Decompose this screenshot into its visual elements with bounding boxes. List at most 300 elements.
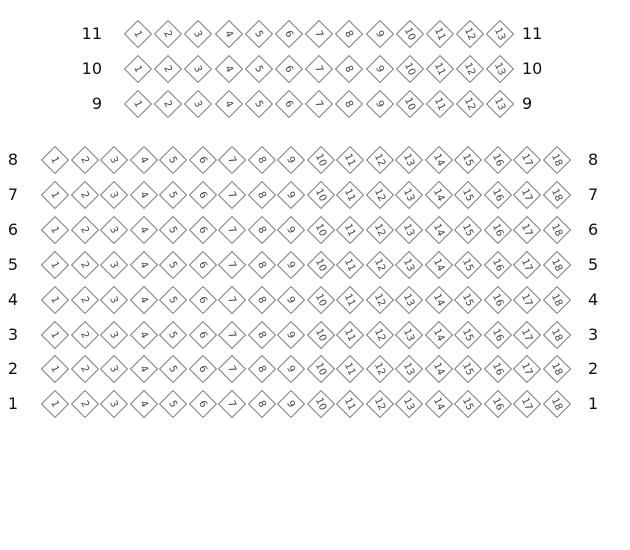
seat[interactable]	[247, 181, 275, 209]
seat[interactable]	[426, 20, 454, 48]
seat[interactable]	[365, 20, 393, 48]
seat[interactable]	[483, 216, 511, 244]
seat-number: 15	[460, 396, 476, 413]
seat[interactable]	[395, 355, 423, 383]
seat-number: 4	[137, 364, 150, 375]
seat[interactable]	[305, 20, 333, 48]
seat[interactable]	[335, 90, 363, 118]
seat[interactable]	[336, 355, 364, 383]
seat[interactable]	[483, 181, 511, 209]
seat-number: 7	[225, 364, 239, 375]
seat-number: 9	[284, 224, 298, 236]
seat-number: 5	[252, 28, 266, 40]
seat[interactable]	[159, 146, 187, 174]
seat[interactable]	[483, 251, 511, 279]
seat-number: 1	[48, 259, 62, 270]
seat[interactable]	[336, 216, 364, 244]
seat[interactable]	[365, 55, 393, 83]
seat[interactable]	[454, 355, 482, 383]
seat[interactable]	[395, 285, 423, 313]
seat[interactable]	[41, 355, 69, 383]
seat[interactable]	[277, 285, 305, 313]
seat[interactable]	[513, 320, 541, 348]
seat[interactable]	[275, 90, 303, 118]
seat-number: 6	[196, 329, 209, 340]
seat[interactable]	[542, 390, 570, 418]
seat[interactable]	[456, 90, 484, 118]
seat[interactable]	[483, 355, 511, 383]
seat-number: 6	[196, 294, 209, 305]
seat-number: 3	[107, 189, 121, 201]
seat[interactable]	[159, 251, 187, 279]
seat-number: 14	[430, 396, 447, 413]
seat[interactable]	[70, 146, 98, 174]
seat[interactable]	[454, 181, 482, 209]
seat-number: 1	[48, 154, 62, 166]
row-label-left: 5	[7, 254, 18, 274]
seat[interactable]	[336, 390, 364, 418]
seat[interactable]	[486, 55, 514, 83]
seat-number: 3	[192, 98, 205, 110]
seat[interactable]	[247, 216, 275, 244]
seat-number: 1	[48, 364, 62, 375]
seat[interactable]	[306, 320, 334, 348]
seat[interactable]	[159, 181, 187, 209]
seat[interactable]	[456, 55, 484, 83]
seat[interactable]	[218, 285, 246, 313]
seat-number: 18	[548, 396, 565, 413]
seat-number: 12	[462, 60, 478, 78]
seat[interactable]	[41, 320, 69, 348]
row-label-left: 4	[7, 289, 18, 309]
seat[interactable]	[396, 55, 424, 83]
seat-number: 7	[312, 98, 326, 110]
seat-number: 6	[196, 224, 209, 236]
seat-number: 18	[548, 361, 565, 378]
seat[interactable]	[129, 390, 157, 418]
seat[interactable]	[306, 285, 334, 313]
seat-number: 9	[284, 294, 298, 305]
seat-number: 12	[371, 291, 388, 308]
seat-number: 8	[255, 154, 268, 166]
seat-number: 12	[371, 361, 388, 378]
seat-number: 7	[312, 28, 326, 40]
row-label-right: 9	[522, 94, 533, 113]
seat-number: 7	[225, 154, 239, 166]
row-label-left: 10	[81, 59, 102, 78]
seat[interactable]	[100, 146, 128, 174]
seat[interactable]	[159, 320, 187, 348]
seat[interactable]	[306, 181, 334, 209]
seat[interactable]	[277, 181, 305, 209]
seat[interactable]	[306, 216, 334, 244]
seat-number: 9	[284, 259, 298, 270]
seat[interactable]	[365, 90, 393, 118]
seat[interactable]	[129, 251, 157, 279]
seat[interactable]	[513, 146, 541, 174]
seat-number: 16	[489, 221, 506, 238]
seat[interactable]	[184, 90, 212, 118]
seat-number: 17	[519, 221, 535, 238]
seat-number: 16	[489, 326, 506, 343]
seat[interactable]	[159, 285, 187, 313]
seat[interactable]	[542, 181, 570, 209]
seat[interactable]	[336, 146, 364, 174]
seat-number: 11	[432, 60, 448, 78]
seat[interactable]	[542, 216, 570, 244]
seat[interactable]	[424, 181, 452, 209]
seat[interactable]	[188, 285, 216, 313]
seat[interactable]	[247, 146, 275, 174]
seat[interactable]	[100, 181, 128, 209]
seat[interactable]	[395, 146, 423, 174]
seat[interactable]	[365, 285, 393, 313]
seat[interactable]	[277, 216, 305, 244]
seat[interactable]	[542, 285, 570, 313]
seat-number: 9	[284, 189, 298, 201]
seat[interactable]	[70, 320, 98, 348]
seat-number: 6	[196, 259, 209, 270]
seat-number: 15	[460, 256, 476, 273]
seat[interactable]	[395, 320, 423, 348]
seat[interactable]	[483, 390, 511, 418]
seat[interactable]	[214, 55, 242, 83]
seat[interactable]	[336, 251, 364, 279]
seat[interactable]	[245, 90, 273, 118]
seat[interactable]	[335, 20, 363, 48]
seat[interactable]	[454, 251, 482, 279]
seat[interactable]	[542, 320, 570, 348]
seat[interactable]	[129, 285, 157, 313]
seat[interactable]	[424, 146, 452, 174]
seat[interactable]	[100, 320, 128, 348]
seat-number: 11	[342, 326, 358, 343]
seat[interactable]	[277, 390, 305, 418]
seat-number: 12	[371, 396, 388, 413]
seat-number: 8	[343, 98, 356, 110]
seat[interactable]	[306, 251, 334, 279]
seat[interactable]	[129, 320, 157, 348]
seat[interactable]	[124, 20, 152, 48]
seat-number: 8	[343, 28, 356, 40]
seat[interactable]	[245, 55, 273, 83]
seat[interactable]	[396, 20, 424, 48]
seat[interactable]	[218, 181, 246, 209]
seat[interactable]	[218, 355, 246, 383]
seat[interactable]	[424, 285, 452, 313]
seat[interactable]	[426, 90, 454, 118]
seat[interactable]	[275, 55, 303, 83]
seat[interactable]	[100, 251, 128, 279]
seat-number: 12	[371, 221, 388, 238]
seat[interactable]	[483, 320, 511, 348]
seat[interactable]	[154, 90, 182, 118]
seat[interactable]	[159, 216, 187, 244]
seat-number: 10	[402, 60, 418, 78]
seat[interactable]	[426, 55, 454, 83]
seat[interactable]	[365, 146, 393, 174]
seat-number: 4	[137, 259, 150, 270]
row-label-left: 8	[7, 150, 18, 169]
seat-number: 6	[196, 364, 209, 375]
seat[interactable]	[214, 90, 242, 118]
seat-number: 7	[225, 294, 239, 305]
seat-number: 6	[196, 154, 209, 166]
seat[interactable]	[70, 390, 98, 418]
seat-number: 18	[548, 291, 565, 308]
seat-number: 4	[137, 154, 150, 166]
seat[interactable]	[100, 285, 128, 313]
seat[interactable]	[513, 390, 541, 418]
seat-number: 13	[401, 396, 417, 413]
seat[interactable]	[70, 181, 98, 209]
seat[interactable]	[306, 146, 334, 174]
seat[interactable]	[483, 285, 511, 313]
seat[interactable]	[542, 355, 570, 383]
seat-number: 11	[342, 151, 358, 169]
seat[interactable]	[486, 90, 514, 118]
seat-number: 8	[255, 259, 268, 270]
seat[interactable]	[247, 320, 275, 348]
seat-number: 1	[48, 189, 62, 201]
seat[interactable]	[100, 216, 128, 244]
seat[interactable]	[129, 355, 157, 383]
seat-number: 11	[342, 291, 358, 308]
seat[interactable]	[365, 320, 393, 348]
seat-number: 14	[430, 151, 447, 169]
seat[interactable]	[129, 216, 157, 244]
seat[interactable]	[41, 390, 69, 418]
seat[interactable]	[513, 251, 541, 279]
seat[interactable]	[395, 251, 423, 279]
seat-number: 4	[137, 224, 150, 236]
row-label-right: 3	[588, 324, 599, 344]
seat[interactable]	[129, 181, 157, 209]
seat-number: 16	[489, 396, 506, 413]
seat[interactable]	[188, 320, 216, 348]
seat-number: 10	[312, 291, 329, 308]
seat[interactable]	[513, 216, 541, 244]
seat-number: 10	[312, 221, 329, 238]
seat[interactable]	[395, 181, 423, 209]
seat[interactable]	[100, 355, 128, 383]
seat[interactable]	[70, 355, 98, 383]
seat[interactable]	[365, 251, 393, 279]
seat[interactable]	[218, 320, 246, 348]
seat-number: 10	[312, 396, 329, 413]
seat[interactable]	[424, 320, 452, 348]
seat[interactable]	[365, 216, 393, 244]
seat[interactable]	[218, 146, 246, 174]
seat[interactable]	[184, 20, 212, 48]
seat[interactable]	[424, 390, 452, 418]
seat[interactable]	[154, 20, 182, 48]
seat-number: 7	[225, 329, 239, 340]
seat[interactable]	[124, 55, 152, 83]
seat-number: 3	[192, 28, 205, 40]
seat-number: 5	[166, 364, 180, 375]
seat[interactable]	[305, 90, 333, 118]
seat-number: 4	[222, 63, 235, 75]
seat[interactable]	[335, 55, 363, 83]
seat[interactable]	[424, 355, 452, 383]
seat[interactable]	[365, 355, 393, 383]
seat[interactable]	[513, 285, 541, 313]
seat-number: 9	[373, 28, 386, 40]
seat[interactable]	[188, 181, 216, 209]
seat[interactable]	[247, 251, 275, 279]
seat-number: 1	[48, 224, 62, 236]
seat[interactable]	[159, 390, 187, 418]
seat-number: 2	[161, 63, 175, 75]
seat[interactable]	[277, 355, 305, 383]
seat[interactable]	[188, 146, 216, 174]
seat[interactable]	[486, 20, 514, 48]
seat[interactable]	[188, 251, 216, 279]
seat[interactable]	[336, 320, 364, 348]
row-label-left: 9	[91, 94, 102, 113]
seat[interactable]	[129, 146, 157, 174]
seat[interactable]	[305, 55, 333, 83]
seat[interactable]	[336, 181, 364, 209]
seat[interactable]	[218, 251, 246, 279]
seat-number: 11	[432, 25, 448, 43]
seat[interactable]	[218, 216, 246, 244]
seat[interactable]	[336, 285, 364, 313]
seat-number: 8	[255, 224, 268, 236]
seat[interactable]	[454, 285, 482, 313]
seat-number: 13	[401, 291, 417, 308]
seat-number: 13	[492, 95, 509, 113]
seat[interactable]	[454, 216, 482, 244]
seat-number: 9	[284, 364, 298, 375]
seat[interactable]	[100, 390, 128, 418]
seat-number: 6	[196, 189, 209, 201]
seat-number: 11	[342, 361, 358, 378]
seat[interactable]	[218, 390, 246, 418]
seat-number: 17	[519, 326, 535, 343]
seat[interactable]	[247, 285, 275, 313]
seat-number: 13	[401, 151, 417, 169]
seat[interactable]	[395, 216, 423, 244]
seat[interactable]	[154, 55, 182, 83]
seat-number: 7	[225, 224, 239, 236]
seat-number: 8	[255, 399, 268, 410]
seat[interactable]	[41, 216, 69, 244]
seat[interactable]	[365, 181, 393, 209]
seat[interactable]	[247, 390, 275, 418]
seat-number: 15	[460, 221, 476, 238]
seat-number: 1	[48, 294, 62, 305]
seat-number: 2	[161, 98, 175, 110]
seat-number: 12	[371, 326, 388, 343]
seat[interactable]	[454, 390, 482, 418]
seat-number: 2	[78, 154, 91, 166]
seat[interactable]	[159, 355, 187, 383]
seat[interactable]	[275, 20, 303, 48]
seat-number: 6	[282, 98, 296, 110]
seat[interactable]	[277, 146, 305, 174]
seat-number: 6	[282, 63, 296, 75]
seat[interactable]	[306, 355, 334, 383]
seat[interactable]	[396, 90, 424, 118]
seat[interactable]	[70, 285, 98, 313]
seat[interactable]	[247, 355, 275, 383]
seat[interactable]	[454, 320, 482, 348]
seat[interactable]	[70, 251, 98, 279]
seat[interactable]	[188, 355, 216, 383]
row-label-left: 1	[7, 394, 18, 414]
row-label-left: 3	[7, 324, 18, 344]
seat-number: 15	[460, 361, 476, 378]
seat-number: 1	[131, 28, 145, 40]
seat[interactable]	[41, 285, 69, 313]
row-label-right: 5	[588, 254, 599, 274]
seat[interactable]	[454, 146, 482, 174]
seat-number: 2	[78, 294, 91, 305]
seat[interactable]	[456, 20, 484, 48]
seat-number: 1	[48, 329, 62, 340]
seat[interactable]	[306, 390, 334, 418]
seat[interactable]	[184, 55, 212, 83]
seat-number: 18	[548, 326, 565, 343]
seat-number: 4	[222, 98, 235, 110]
seat[interactable]	[424, 251, 452, 279]
seat-number: 10	[312, 326, 329, 343]
seat[interactable]	[513, 181, 541, 209]
seat-number: 17	[519, 256, 535, 273]
seat-number: 10	[312, 361, 329, 378]
seat-number: 12	[462, 25, 478, 43]
seat-number: 2	[78, 259, 91, 270]
seat[interactable]	[542, 146, 570, 174]
seat[interactable]	[424, 216, 452, 244]
seat[interactable]	[513, 355, 541, 383]
seat[interactable]	[41, 181, 69, 209]
seat[interactable]	[41, 146, 69, 174]
seat[interactable]	[277, 320, 305, 348]
row-label-right: 11	[522, 24, 543, 43]
seat[interactable]	[214, 20, 242, 48]
seat-number: 18	[548, 151, 565, 169]
seat-number: 15	[460, 151, 476, 169]
seat[interactable]	[483, 146, 511, 174]
seat-number: 2	[78, 329, 91, 340]
seat-number: 16	[489, 256, 506, 273]
seat-number: 5	[252, 98, 266, 110]
seat[interactable]	[188, 390, 216, 418]
seat-number: 13	[401, 361, 417, 378]
seat-number: 8	[343, 63, 356, 75]
seat[interactable]	[41, 251, 69, 279]
seat[interactable]	[188, 216, 216, 244]
seat-number: 5	[166, 399, 180, 410]
seat[interactable]	[277, 251, 305, 279]
seat-number: 3	[107, 259, 121, 270]
seat[interactable]	[542, 251, 570, 279]
row-label-right: 7	[588, 184, 599, 204]
seat-number: 11	[432, 95, 448, 113]
seat-number: 5	[166, 154, 180, 166]
seat[interactable]	[395, 390, 423, 418]
seat-number: 15	[460, 291, 476, 308]
seat-number: 8	[255, 364, 268, 375]
seat[interactable]	[365, 390, 393, 418]
seat[interactable]	[124, 90, 152, 118]
seat[interactable]	[245, 20, 273, 48]
seat[interactable]	[70, 216, 98, 244]
seat-number: 14	[430, 256, 447, 273]
